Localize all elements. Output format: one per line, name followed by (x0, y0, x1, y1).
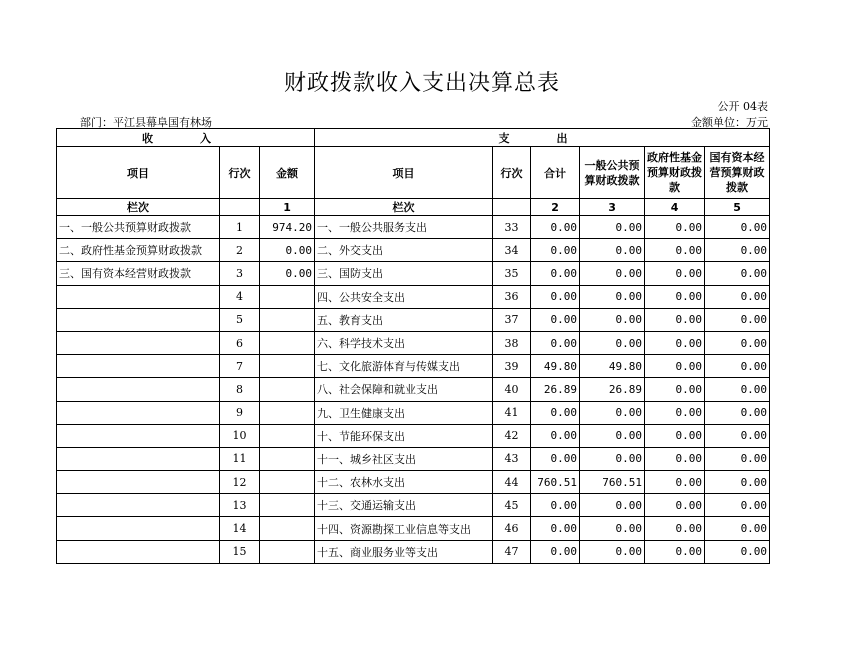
income-amount (260, 517, 315, 540)
state-capital-amount: 0.00 (705, 424, 770, 447)
gov-fund-amount: 0.00 (645, 355, 705, 378)
expenditure-line-no: 42 (493, 424, 531, 447)
gov-fund-amount: 0.00 (645, 540, 705, 563)
state-capital-amount: 0.00 (705, 216, 770, 239)
state-capital-amount: 0.00 (705, 401, 770, 424)
income-amount: 0.00 (260, 239, 315, 262)
income-line-no: 11 (220, 447, 260, 470)
general-budget-amount: 760.51 (580, 471, 645, 494)
expenditure-item: 九、卫生健康支出 (315, 401, 493, 424)
col-income-line: 行次 (220, 147, 260, 199)
income-item (57, 331, 220, 354)
budget-table (56, 128, 770, 564)
state-capital-amount: 0.00 (705, 331, 770, 354)
col-income-item: 项目 (57, 147, 220, 199)
income-line-no: 7 (220, 355, 260, 378)
income-amount: 0.00 (260, 262, 315, 285)
expenditure-line-no: 34 (493, 239, 531, 262)
total-amount: 0.00 (531, 424, 580, 447)
general-budget-amount: 0.00 (580, 216, 645, 239)
total-amount: 26.89 (531, 378, 580, 401)
state-capital-amount: 0.00 (705, 262, 770, 285)
state-capital-amount: 0.00 (705, 540, 770, 563)
index-c3: 3 (580, 199, 645, 216)
total-amount: 0.00 (531, 494, 580, 517)
expenditure-line-no: 40 (493, 378, 531, 401)
page-title: 财政拨款收入支出决算总表 (283, 71, 560, 96)
expenditure-line-no: 35 (493, 262, 531, 285)
state-capital-amount: 0.00 (705, 517, 770, 540)
col-income-amount: 金额 (260, 147, 315, 199)
table-row (57, 447, 770, 470)
income-amount (260, 471, 315, 494)
income-line-no: 4 (220, 285, 260, 308)
index-c1: 1 (260, 199, 315, 216)
income-line-no: 12 (220, 471, 260, 494)
general-budget-amount: 0.00 (580, 424, 645, 447)
income-amount (260, 447, 315, 470)
income-item (57, 540, 220, 563)
gov-fund-amount: 0.00 (645, 471, 705, 494)
income-line-no: 1 (220, 216, 260, 239)
table-row (57, 308, 770, 331)
income-line-no: 3 (220, 262, 260, 285)
general-budget-amount: 0.00 (580, 308, 645, 331)
state-capital-amount: 0.00 (705, 308, 770, 331)
unit-label: 金额单位：万元 (691, 116, 768, 129)
gov-fund-amount: 0.00 (645, 308, 705, 331)
total-amount: 0.00 (531, 308, 580, 331)
income-item: 一、一般公共预算财政拨款 (57, 216, 220, 239)
general-budget-amount: 0.00 (580, 447, 645, 470)
total-amount: 0.00 (531, 540, 580, 563)
table-row (57, 262, 770, 285)
col-exp-line: 行次 (493, 147, 531, 199)
income-line-no: 15 (220, 540, 260, 563)
expenditure-item: 三、国防支出 (315, 262, 493, 285)
income-line-no: 6 (220, 331, 260, 354)
gov-fund-amount: 0.00 (645, 216, 705, 239)
income-amount (260, 540, 315, 563)
expenditure-item: 一、一般公共服务支出 (315, 216, 493, 239)
expenditure-header: 支 出 (315, 129, 770, 147)
total-amount: 760.51 (531, 471, 580, 494)
income-line-no: 8 (220, 378, 260, 401)
income-amount (260, 494, 315, 517)
general-budget-amount: 0.00 (580, 517, 645, 540)
expenditure-line-no: 41 (493, 401, 531, 424)
expenditure-item: 十、节能环保支出 (315, 424, 493, 447)
table-row (57, 494, 770, 517)
expenditure-item: 十一、城乡社区支出 (315, 447, 493, 470)
general-budget-amount: 0.00 (580, 262, 645, 285)
general-budget-amount: 0.00 (580, 285, 645, 308)
expenditure-line-no: 36 (493, 285, 531, 308)
income-item (57, 447, 220, 470)
expenditure-line-no: 38 (493, 331, 531, 354)
income-item (57, 517, 220, 540)
col-state-capital: 国有资本经营预算财政拨款 (705, 147, 770, 199)
income-amount (260, 308, 315, 331)
state-capital-amount: 0.00 (705, 239, 770, 262)
index-c5: 5 (705, 199, 770, 216)
expenditure-item: 十五、商业服务业等支出 (315, 540, 493, 563)
expenditure-item: 四、公共安全支出 (315, 285, 493, 308)
total-amount: 49.80 (531, 355, 580, 378)
total-amount: 0.00 (531, 285, 580, 308)
state-capital-amount: 0.00 (705, 378, 770, 401)
header-row-2 (57, 147, 770, 199)
total-amount: 0.00 (531, 216, 580, 239)
col-exp-item: 项目 (315, 147, 493, 199)
table-row (57, 517, 770, 540)
income-amount: 974.20 (260, 216, 315, 239)
gov-fund-amount: 0.00 (645, 494, 705, 517)
gov-fund-amount: 0.00 (645, 517, 705, 540)
income-item (57, 471, 220, 494)
income-line-no: 9 (220, 401, 260, 424)
form-number: 公开 04表 (717, 100, 768, 113)
table-row (57, 378, 770, 401)
table-row (57, 216, 770, 239)
state-capital-amount: 0.00 (705, 285, 770, 308)
total-amount: 0.00 (531, 447, 580, 470)
col-gov-fund: 政府性基金预算财政拨款 (645, 147, 705, 199)
income-item (57, 308, 220, 331)
table-row (57, 239, 770, 262)
expenditure-item: 六、科学技术支出 (315, 331, 493, 354)
expenditure-item: 二、外交支出 (315, 239, 493, 262)
general-budget-amount: 26.89 (580, 378, 645, 401)
expenditure-item: 五、教育支出 (315, 308, 493, 331)
general-budget-amount: 0.00 (580, 331, 645, 354)
income-amount (260, 331, 315, 354)
index-exp-label: 栏次 (315, 199, 493, 216)
income-line-no: 10 (220, 424, 260, 447)
expenditure-item: 十三、交通运输支出 (315, 494, 493, 517)
expenditure-line-no: 44 (493, 471, 531, 494)
income-line-no: 14 (220, 517, 260, 540)
general-budget-amount: 0.00 (580, 540, 645, 563)
expenditure-line-no: 33 (493, 216, 531, 239)
total-amount: 0.00 (531, 331, 580, 354)
income-amount (260, 285, 315, 308)
header-row-1 (57, 129, 770, 147)
income-item (57, 355, 220, 378)
table-row (57, 424, 770, 447)
income-item (57, 494, 220, 517)
income-item (57, 285, 220, 308)
index-c4: 4 (645, 199, 705, 216)
state-capital-amount: 0.00 (705, 355, 770, 378)
expenditure-line-no: 47 (493, 540, 531, 563)
gov-fund-amount: 0.00 (645, 239, 705, 262)
income-item: 三、国有资本经营财政拨款 (57, 262, 220, 285)
income-amount (260, 378, 315, 401)
general-budget-amount: 49.80 (580, 355, 645, 378)
general-budget-amount: 0.00 (580, 239, 645, 262)
gov-fund-amount: 0.00 (645, 262, 705, 285)
income-line-no: 2 (220, 239, 260, 262)
expenditure-item: 十二、农林水支出 (315, 471, 493, 494)
col-general-budget: 一般公共预算财政拨款 (580, 147, 645, 199)
total-amount: 0.00 (531, 401, 580, 424)
expenditure-item: 十四、资源勘探工业信息等支出 (315, 517, 493, 540)
index-label: 栏次 (57, 199, 220, 216)
gov-fund-amount: 0.00 (645, 401, 705, 424)
gov-fund-amount: 0.00 (645, 378, 705, 401)
department-label: 部门：平江县幕阜国有林场 (80, 116, 212, 129)
expenditure-line-no: 37 (493, 308, 531, 331)
total-amount: 0.00 (531, 262, 580, 285)
income-item: 二、政府性基金预算财政拨款 (57, 239, 220, 262)
total-amount: 0.00 (531, 517, 580, 540)
expenditure-line-no: 39 (493, 355, 531, 378)
table-row (57, 401, 770, 424)
table-row (57, 331, 770, 354)
expenditure-line-no: 46 (493, 517, 531, 540)
table-row (57, 355, 770, 378)
gov-fund-amount: 0.00 (645, 331, 705, 354)
state-capital-amount: 0.00 (705, 471, 770, 494)
gov-fund-amount: 0.00 (645, 285, 705, 308)
index-row (57, 199, 770, 216)
expenditure-line-no: 43 (493, 447, 531, 470)
table-row (57, 540, 770, 563)
income-amount (260, 401, 315, 424)
expenditure-item: 七、文化旅游体育与传媒支出 (315, 355, 493, 378)
expenditure-line-no: 45 (493, 494, 531, 517)
income-amount (260, 424, 315, 447)
general-budget-amount: 0.00 (580, 401, 645, 424)
income-line-no: 13 (220, 494, 260, 517)
gov-fund-amount: 0.00 (645, 447, 705, 470)
gov-fund-amount: 0.00 (645, 424, 705, 447)
income-amount (260, 355, 315, 378)
index-c2: 2 (531, 199, 580, 216)
expenditure-item: 八、社会保障和就业支出 (315, 378, 493, 401)
total-amount: 0.00 (531, 239, 580, 262)
income-line-no: 5 (220, 308, 260, 331)
income-item (57, 401, 220, 424)
general-budget-amount: 0.00 (580, 494, 645, 517)
table-row (57, 285, 770, 308)
income-header: 收 入 (57, 129, 315, 147)
state-capital-amount: 0.00 (705, 447, 770, 470)
table-row (57, 471, 770, 494)
col-total: 合计 (531, 147, 580, 199)
state-capital-amount: 0.00 (705, 494, 770, 517)
income-item (57, 378, 220, 401)
income-item (57, 424, 220, 447)
